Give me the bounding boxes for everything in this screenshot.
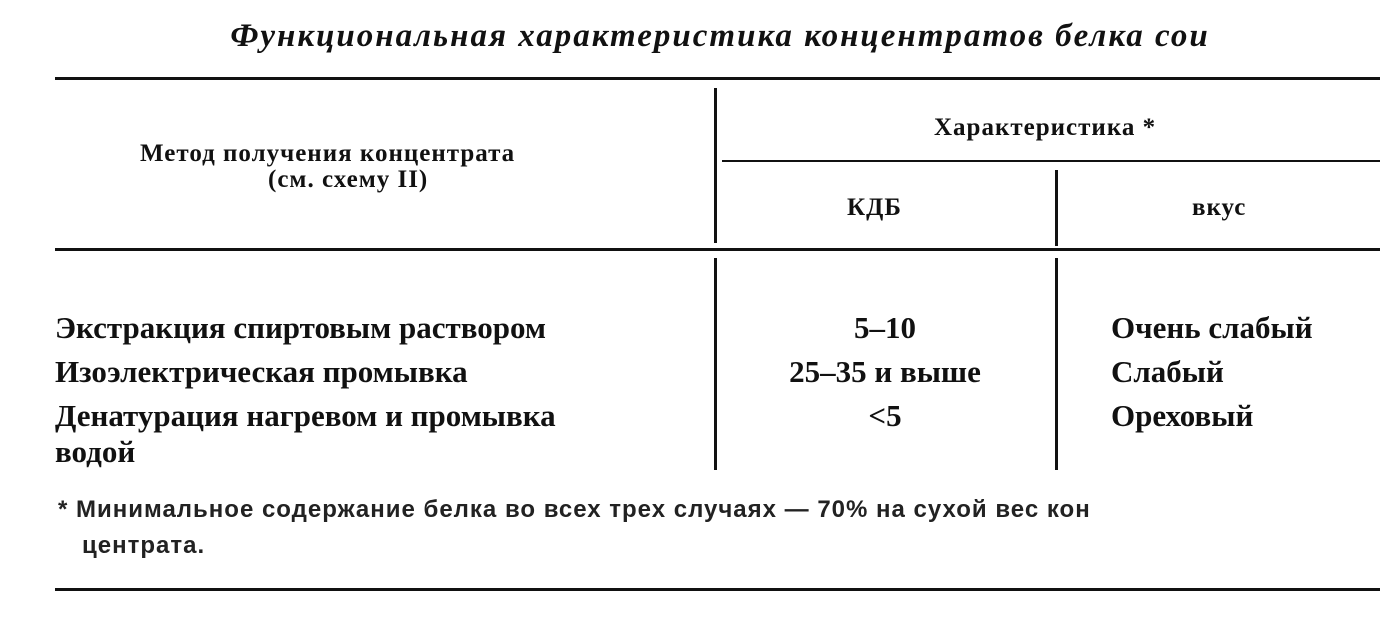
row-3-kdb: <5 xyxy=(868,398,902,433)
row-3-method-continuation: водой xyxy=(55,434,136,469)
row-1-kdb: 5–10 xyxy=(854,310,916,345)
kdb-taste-divider-header xyxy=(1055,170,1058,246)
row-1-taste: Очень слабый xyxy=(1111,310,1313,345)
row-1-method: Экстракция спиртовым раствором xyxy=(55,310,547,345)
row-3-method: Денатурация нагревом и промывка xyxy=(55,398,556,433)
top-rule xyxy=(55,77,1380,80)
header-method-line2: (см. схему II) xyxy=(268,166,429,193)
header-kdb: КДБ xyxy=(847,194,902,221)
row-3-taste: Ореховый xyxy=(1111,398,1254,433)
group-header-rule xyxy=(722,160,1380,162)
footnote-line1: * Минимальное содержание белка во всех трех случаях — 70% на сухой вес кон xyxy=(58,496,1091,523)
method-column-divider-header xyxy=(714,88,717,243)
header-method-line1: Метод получения концентрата xyxy=(140,140,516,167)
header-characteristic: Характеристика * xyxy=(934,114,1157,141)
footnote-line2: центрата. xyxy=(82,532,206,559)
table-title: Функциональная характеристика концентратов белка сои xyxy=(230,18,1210,54)
row-2-taste: Слабый xyxy=(1111,354,1224,389)
bottom-rule xyxy=(55,588,1380,591)
kdb-taste-divider-body xyxy=(1055,258,1058,470)
method-column-divider-body xyxy=(714,258,717,470)
header-taste: вкус xyxy=(1192,194,1247,221)
row-2-method: Изоэлектрическая промывка xyxy=(55,354,468,389)
header-bottom-rule xyxy=(55,248,1380,251)
row-2-kdb: 25–35 и выше xyxy=(789,354,981,389)
